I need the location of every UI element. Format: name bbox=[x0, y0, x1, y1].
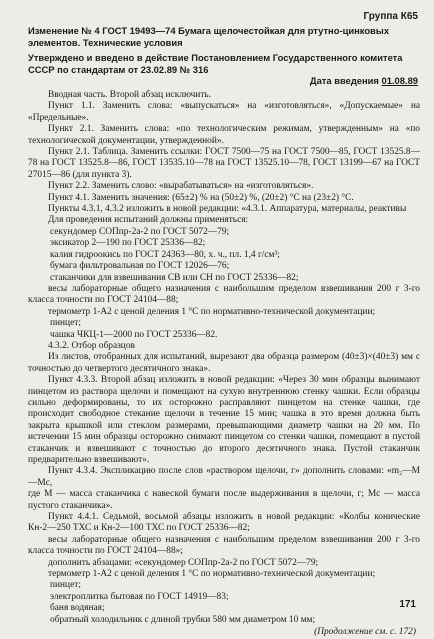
effective-date bbox=[28, 75, 418, 87]
list-item: эксикатор 2—190 по ГОСТ 25336—82; bbox=[50, 238, 206, 249]
paragraph: Для проведения испытаний должны применяться: bbox=[48, 215, 249, 226]
list-item: калия гидроокись по ГОСТ 24363—80, х. ч., пл. 1,4 г/см³; bbox=[50, 249, 280, 260]
paragraph: термометр 1-А2 с ценой деления 1 °С по нормативно-технической документации; bbox=[48, 569, 376, 580]
group-code: Группа К65 bbox=[363, 11, 418, 22]
paragraph: Из листов, отобранных для испытаний, вырезают два образца размером (40±3)×(40±3) мм с точностью до четвертого десятичного знака». bbox=[28, 352, 420, 374]
list-item: обратный холодильник с длиной трубки 580 мм диаметром 10 мм; bbox=[50, 614, 316, 625]
document-body bbox=[28, 90, 420, 639]
paragraph: Пункт 4.1. Заменить значения: (65±2) % на (50±2) %, (20±2) °С на (23±2) °С. bbox=[48, 192, 354, 203]
effective-date-value: 01.08.89 bbox=[381, 75, 418, 86]
paragraph: Пункт 1.1. Заменить слова: «выпускаться» на «изготовляться», «Допускаемые» на «Предельные». bbox=[28, 101, 420, 123]
list-item: баня водяная; bbox=[50, 603, 105, 614]
list-item: чашка ЧКЦ-1—2000 по ГОСТ 25336—82. bbox=[50, 329, 218, 340]
list-item: секундомер СОПпр-2а-2 по ГОСТ 5072—79; bbox=[50, 226, 230, 237]
paragraph: весы лабораторные общего назначения с наибольшим пределом взвешивания 200 г 3-го класса точности по ГОСТ 24104—88; bbox=[28, 283, 420, 306]
list-item: электроплитка бытовая по ГОСТ 14919—83; bbox=[50, 591, 229, 602]
equipment-list bbox=[28, 580, 420, 626]
list-item: пинцет; bbox=[50, 580, 81, 591]
equipment-list bbox=[28, 227, 420, 284]
continuation-note: (Продолжение см. с. 172) bbox=[314, 627, 416, 638]
paragraph: Пункт 4.3.4. Экспликацию после слов «раствором щелочи, г» дополнить словами: «m₂—M—Mс, bbox=[28, 466, 420, 488]
paragraph: Пункт 2.2. Заменить слово: «вырабатываться» на «изготовляться». bbox=[48, 181, 314, 192]
paragraph: Вводная часть. Второй абзац исключить. bbox=[48, 90, 212, 100]
paragraph: Пункты 4.3.1, 4.3.2 изложить в новой редакции: «4.3.1. Аппаратура, материалы, реактивы bbox=[48, 204, 407, 215]
list-item: пинцет; bbox=[50, 318, 81, 329]
equipment-list bbox=[28, 318, 420, 341]
paragraph: весы лабораторные общего назначения с наибольшим пределом взвешивания 200 г 3-го класса точности по ГОСТ 24104—88»; bbox=[28, 534, 420, 557]
list-item: бумага фильтровальная по ГОСТ 12026—76; bbox=[50, 261, 230, 272]
paragraph: дополнить абзацами: «секундомер СОПпр-2а-2 по ГОСТ 5072—79; bbox=[48, 557, 319, 568]
subsection-heading: 4.3.2. Отбор образцов bbox=[48, 340, 135, 351]
paragraph: где M — масса стаканчика с навеской бумаги после выдерживания в щелочи, г; Mс — масса пустого стаканчика». bbox=[28, 489, 420, 511]
approval-statement: Утверждено и введено в действие Постановлением Государственного комитета СССР по стандартам от 23.02.89 № 316 bbox=[28, 52, 403, 75]
effective-date-label: Дата введения bbox=[309, 75, 379, 86]
paragraph: Пункт 2.1. Таблица. Заменить ссылки: ГОСТ 7500—75 на ГОСТ 7500—85, ГОСТ 13525.8—78 на ГОСТ 13525.8—86, ГОСТ 13535.10—78 на ГОСТ 13525.10—78, ГОСТ 13199—67 на ГОСТ 27015—86 (для пункта 3). bbox=[28, 147, 420, 180]
list-item: стаканчики для взвешивания СВ или СН по ГОСТ 25336—82; bbox=[50, 272, 299, 283]
amendment-title: Изменение № 4 ГОСТ 19493—74 Бумага щелочестойкая для ртутно-цинковых элементов. Технические условия bbox=[28, 25, 390, 48]
paragraph: термометр 1-А2 с ценой деления 1 °С по нормативно-технической документации; bbox=[48, 306, 376, 317]
paragraph: Пункт 4.4.1. Седьмой, восьмой абзацы изложить в новой редакции: «Колбы конические Кн-2—250 ТХС и Кн-2—100 ТХС по ГОСТ 25336—82; bbox=[28, 512, 420, 534]
page-number: 171 bbox=[399, 598, 416, 610]
paragraph: Пункт 2.1. Заменить слова: «по технологическим режимам, утвержденным» на «по технологической документации, утвержденной». bbox=[28, 124, 420, 146]
paragraph: Пункт 4.3.3. Второй абзац изложить в новой редакции: «Через 30 мин образцы вынимают пинцетом из раствора щелочи и помещают на сухую внутреннюю стенку чашки. Если образцы сильно деформированы, то их осторожно расправляют пинцетом на стенке чашки, где происходит свободное стекание щелочи в течение 15 мин; чашка в это время должна быть закрыта крышкой или стеклом размерами, превышающими диаметр чашки на 20 мм. По истечении 15 мин образцы осторожно снимают пинцетом со стенки чашки, помещают в пустой стаканчик и взвешивают с точностью до второго десятичного знака. Пустой стаканчик предварительно взвешивают». bbox=[28, 375, 420, 465]
